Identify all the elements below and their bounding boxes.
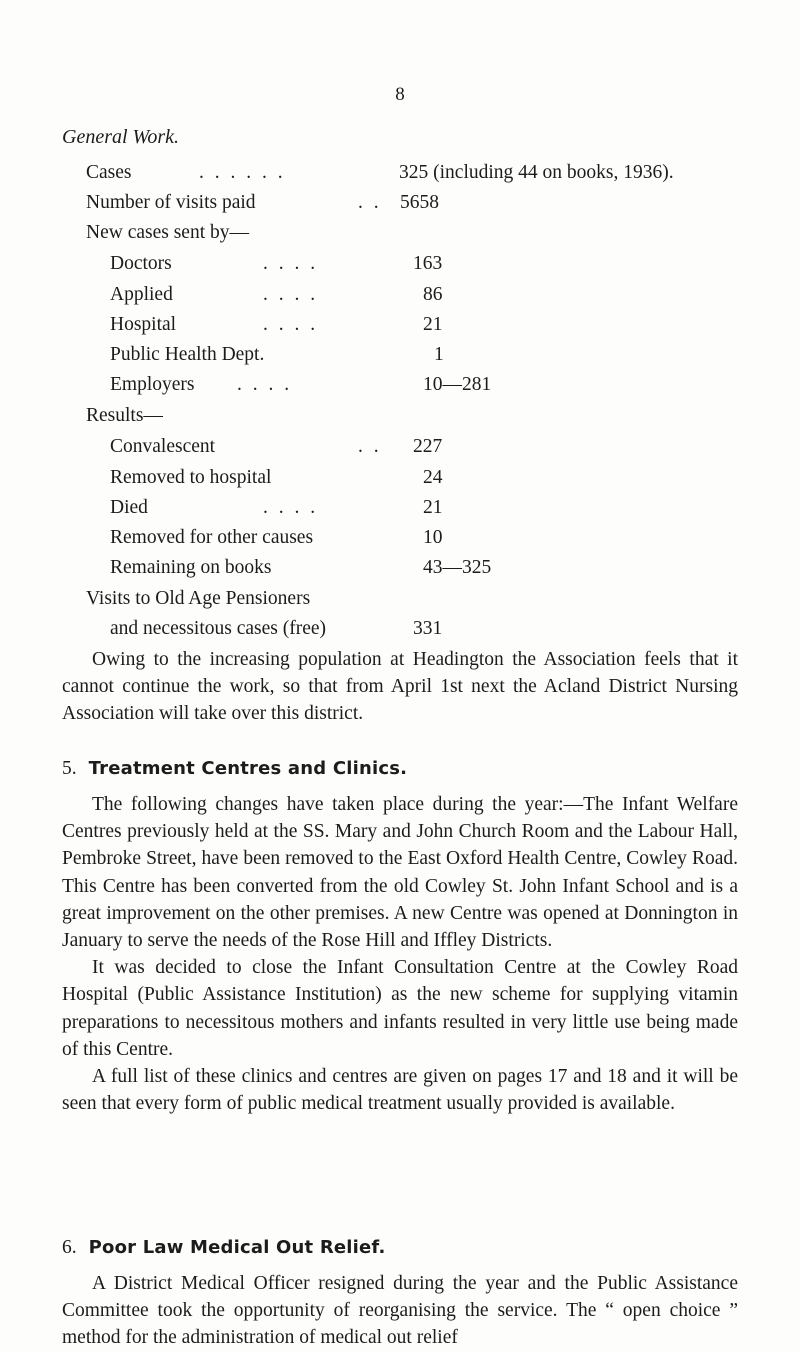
old-age-line2: and necessitous cases (free) [110,618,327,639]
paragraph-text: A District Medical Officer resigned during the year and the Public Assistance Committee took the opportunity of reorganising the service. The “ open choice ” method for the administration of medical out relief [62,1273,738,1349]
general-work-heading: General Work. [62,126,180,148]
result-value: 24 [423,467,443,488]
leader-dots: . . . . . . [199,162,286,183]
cases-value: 325 (including 44 on books, 1936). [399,162,674,183]
page-number: 8 [395,84,405,105]
source-label: Public Health Dept. [110,344,265,365]
result-label: Remaining on books [110,557,272,578]
source-label: Employers [110,374,195,395]
paragraph-text: It was decided to close the Infant Consultation Centre at the Cowley Road Hospital (Public Assistance Institution) as the new scheme for supplying vitamin preparations to necessitous mothers and infants resulted in very little use being made of this Centre. [62,957,738,1060]
old-age-value: 331 [413,618,443,639]
leader-dots: . . [358,436,382,457]
source-label: Hospital [110,314,177,335]
general-work-paragraph [62,646,738,728]
visits-label: Number of visits paid [86,192,256,213]
section-6-title [62,1237,386,1259]
result-value: 43—325 [423,557,492,578]
result-label: Convalescent [110,436,216,457]
source-value: 21 [423,314,443,335]
leader-dots: . . . . [263,497,319,518]
leader-dots: . . . . [263,314,319,335]
section-5-body [62,791,738,1117]
leader-dots: . . . . [263,284,319,305]
visits-value: 5658 [400,192,439,213]
result-value: 227 [413,436,443,457]
section-5-title [62,758,407,780]
paragraph-text: A full list of these clinics and centres are given on pages 17 and 18 and it will be seen that every form of public medical treatment usually provided is available. [62,1066,738,1115]
result-label: Removed for other causes [110,527,314,548]
section-6-body [62,1270,738,1352]
section-title: Poor Law Medical Out Relief. [88,1237,386,1258]
old-age-line1: Visits to Old Age Pensioners [86,588,311,609]
result-label: Died [110,497,148,518]
result-value: 21 [423,497,443,518]
section-number: 6. [62,1237,77,1258]
new-cases-label: New cases sent by— [86,222,249,243]
source-value: 10—281 [423,374,492,395]
section-number: 5. [62,758,77,779]
leader-dots: . . . . [263,253,319,274]
leader-dots: . . . . [237,374,293,395]
result-value: 10 [423,527,443,548]
source-value: 1 [434,344,444,365]
paragraph-text: Owing to the increasing population at Headington the Association feels that it cannot continue the work, so that from April 1st next the Acland District Nursing Association will take over this district. [62,649,738,725]
source-value: 86 [423,284,443,305]
results-label: Results— [86,405,163,426]
result-label: Removed to hospital [110,467,272,488]
leader-dots: . . [358,192,382,213]
source-label: Doctors [110,253,172,274]
section-title: Treatment Centres and Clinics. [88,758,408,779]
source-value: 163 [413,253,443,274]
source-label: Applied [110,284,173,305]
cases-label: Cases [86,162,132,183]
paragraph-text: The following changes have taken place during the year:—The Infant Welfare Centres previously held at the SS. Mary and John Church Room and the Labour Hall, Pembroke Street, have been removed to the East Oxford Health Centre, Cowley Road. This Centre has been converted from the old Cowley St. John Infant School and is a great improvement on the other premises. A new Centre was opened at Donnington in January to serve the needs of the Rose Hill and Iffley Districts. [62,794,738,952]
